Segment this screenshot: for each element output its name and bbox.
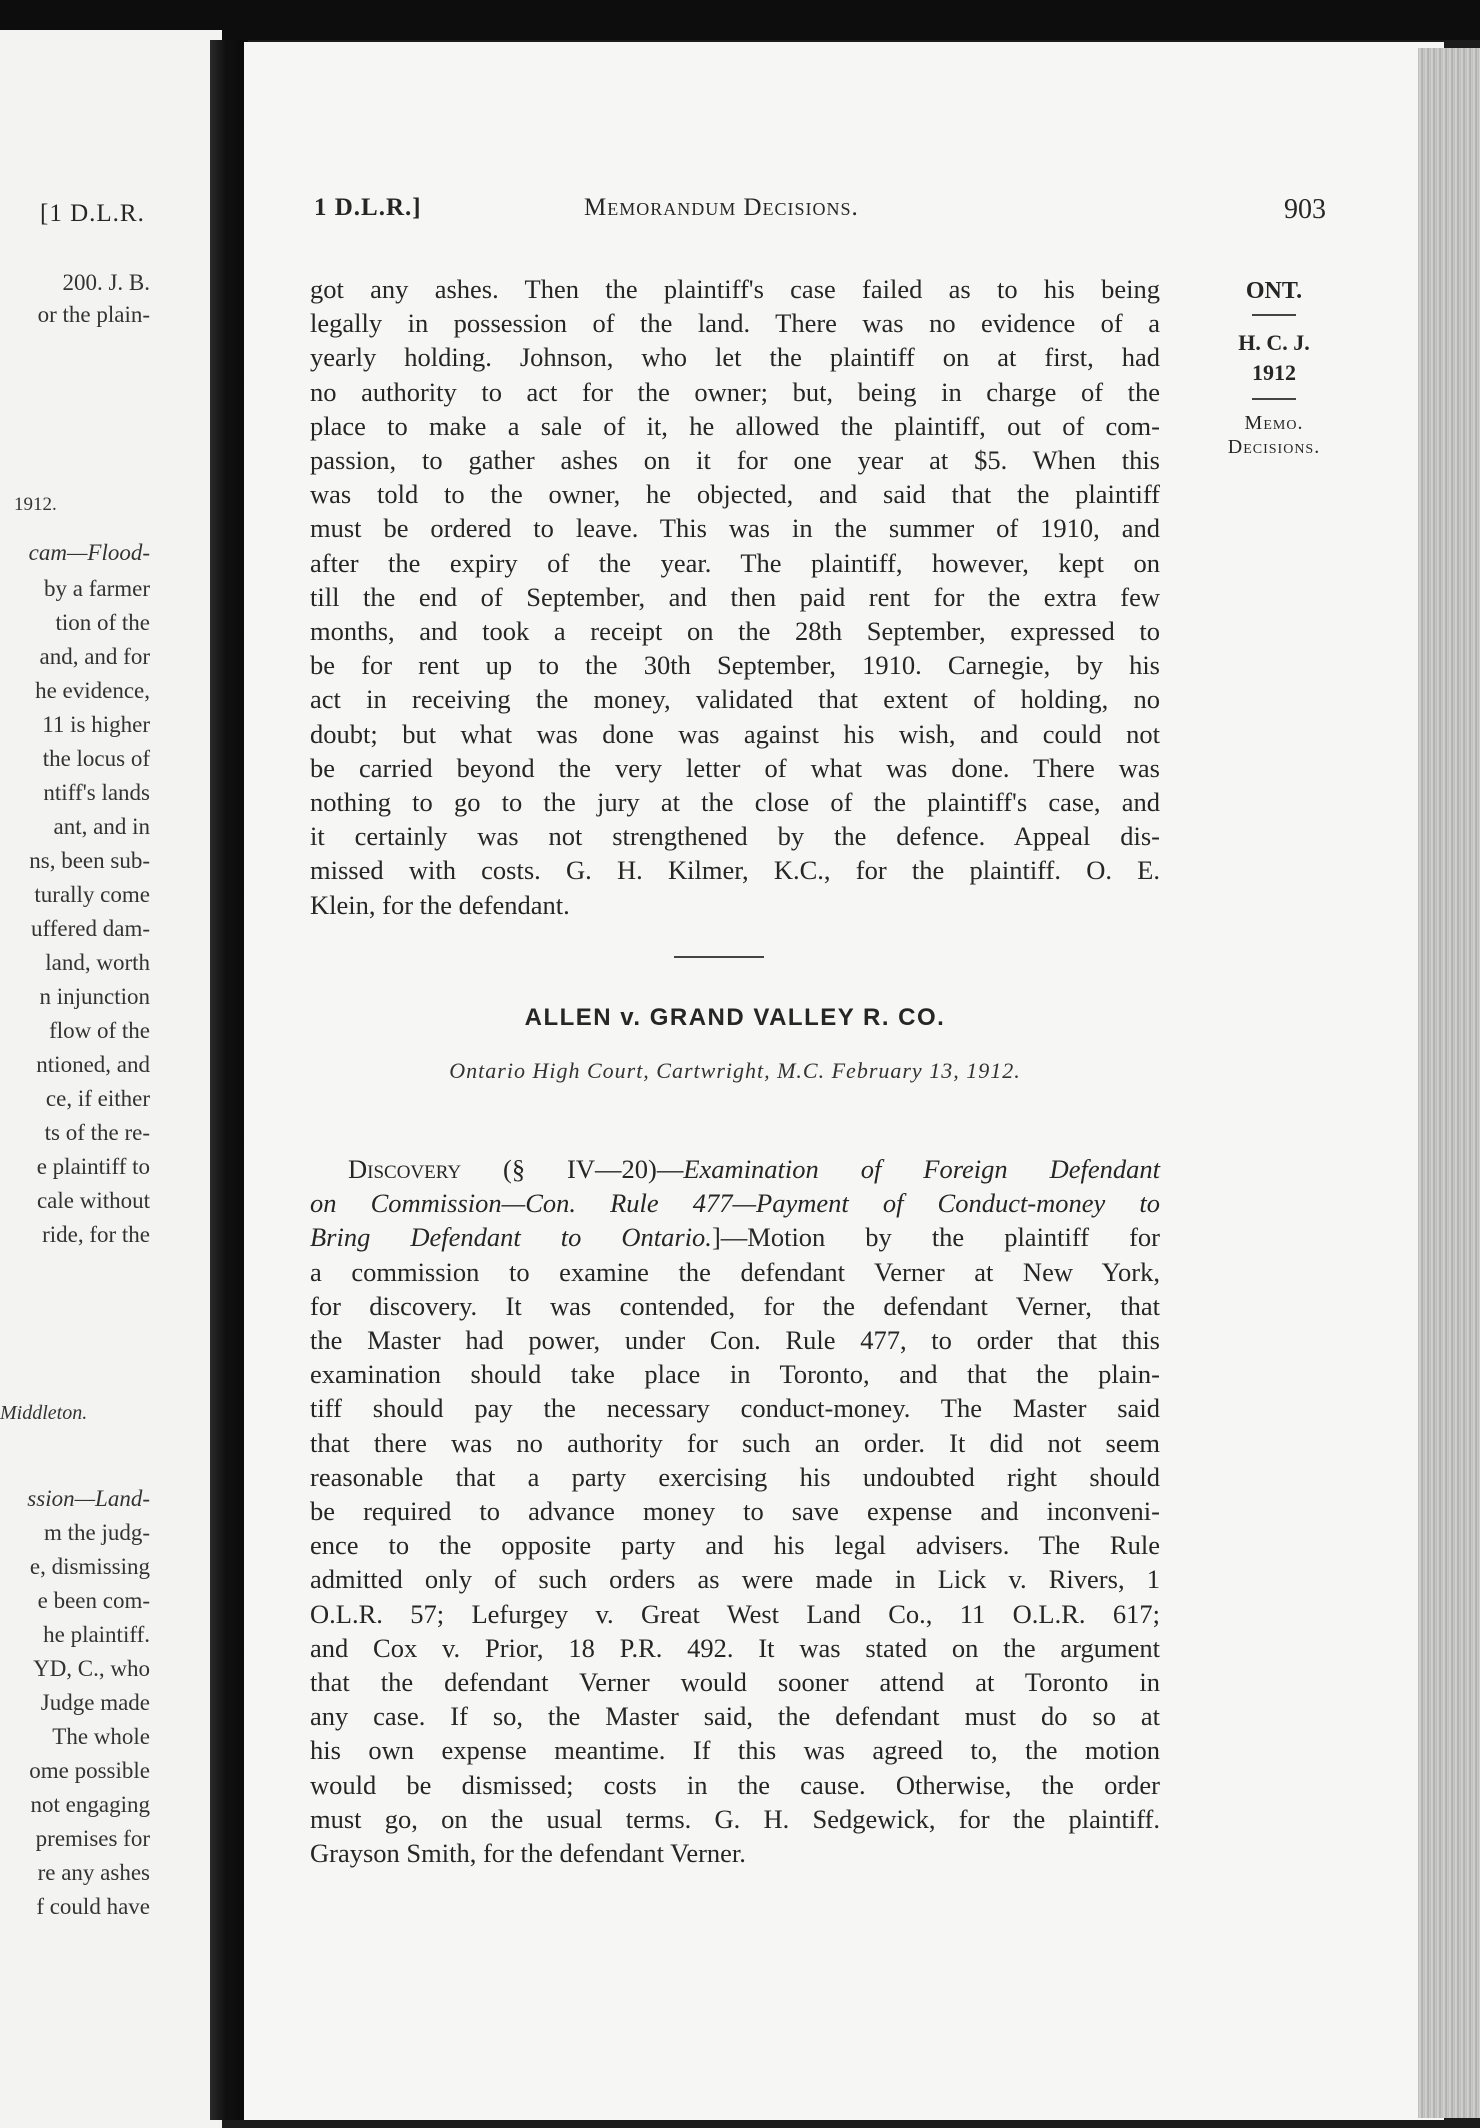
margin-divider: [1252, 398, 1296, 400]
text-line: be required to advance money to save expense and inconveni-: [310, 1496, 1160, 1527]
text-line: and Cox v. Prior, 18 P.R. 492. It was stated on the argument: [310, 1632, 1160, 1663]
second-case-text: [310, 1152, 1160, 1870]
section-divider: [674, 956, 764, 958]
left-fragment: or the plain-: [37, 302, 150, 327]
margin-memo: Memo.: [1244, 412, 1304, 434]
volume-reference: 1 D.L.R.]: [314, 194, 422, 221]
text-line: the Master had power, under Con. Rule 477, to order that this: [310, 1325, 1160, 1356]
case-title: ALLEN v. GRAND VALLEY R. CO.: [524, 1004, 946, 1031]
book-spine: [210, 40, 248, 2120]
text-line: admitted only of such orders as were made in Lick v. Rivers, 1: [310, 1564, 1160, 1595]
page-edges: [1418, 48, 1480, 2118]
headnote-line: on Commission—Con. Rule 477—Payment of Conduct-money to: [310, 1188, 1160, 1219]
headnote-keyword: Discovery: [348, 1154, 462, 1184]
headnote-line: [310, 1152, 1160, 1186]
text-line: till the end of September, and then paid rent for the extra few: [310, 581, 1160, 612]
left-fragment: flow of the: [49, 1018, 150, 1043]
left-fragment: cam—Flood-: [28, 540, 150, 565]
left-fragment: e, dismissing: [29, 1554, 150, 1579]
text-line: legally in possession of the land. There was no evidence of a: [310, 308, 1160, 339]
left-fragment: n injunction: [39, 984, 150, 1009]
headnote-rest: ]—Motion by the plaintiff for: [711, 1222, 1160, 1253]
text-line: for discovery. It was contended, for the defendant Verner, that: [310, 1290, 1160, 1321]
left-fragment: premises for: [35, 1826, 150, 1851]
headnote-line: [310, 1220, 1160, 1254]
text-line: no authority to act for the owner; but, being in charge of the: [310, 376, 1160, 407]
text-line: got any ashes. Then the plaintiff's case failed as to his being: [310, 274, 1160, 304]
text-line: Klein, for the defendant.: [310, 889, 570, 920]
first-case-text: [310, 272, 1160, 922]
margin-year: 1912: [1252, 360, 1296, 385]
text-line: reasonable that a party exercising his undoubted right should: [310, 1461, 1160, 1492]
left-fragment: by a farmer: [44, 576, 150, 601]
court-and-date: Ontario High Court, Cartwright, M.C. February 13, 1912.: [449, 1058, 1021, 1083]
margin-court: H. C. J.: [1238, 330, 1310, 355]
text-line: be for rent up to the 30th September, 1910. Carnegie, by his: [310, 650, 1160, 681]
text-line: a commission to examine the defendant Verner at New York,: [310, 1256, 1160, 1287]
running-title: Memorandum Decisions.: [584, 194, 859, 221]
text-line: any case. If so, the Master said, the defendant must do so at: [310, 1701, 1160, 1732]
left-fragment: not engaging: [30, 1792, 150, 1817]
text-line: act in receiving the money, validated that extent of holding, no: [310, 684, 1160, 715]
text-line: O.L.R. 57; Lefurgey v. Great West Land Co., 11 O.L.R. 617;: [310, 1598, 1160, 1629]
left-fragment: ssion—Land-: [27, 1486, 150, 1511]
margin-divider: [1252, 314, 1296, 316]
left-fragment: the locus of: [42, 746, 150, 771]
left-fragment: uffered dam-: [31, 916, 150, 941]
text-line: be carried beyond the very letter of what was done. There was: [310, 752, 1160, 783]
text-line: it certainly was not strengthened by the defence. Appeal dis-: [310, 821, 1160, 852]
right-page: [244, 42, 1444, 2120]
left-fragment: cale without: [36, 1188, 150, 1213]
left-fragment: ride, for the: [42, 1222, 150, 1247]
page-number: 903: [1284, 194, 1326, 225]
text-line: tiff should pay the necessary conduct-money. The Master said: [310, 1393, 1160, 1424]
text-line: months, and took a receipt on the 28th September, expressed to: [310, 616, 1160, 647]
left-fragment: ant, and in: [53, 814, 150, 839]
text-line: was told to the owner, he objected, and said that the plaintiff: [310, 479, 1160, 510]
text-line: his own expense meantime. If this was agreed to, the motion: [310, 1735, 1160, 1766]
left-fragment: YD, C., who: [33, 1656, 150, 1681]
left-fragment: 200. J. B.: [62, 270, 150, 295]
text-line: yearly holding. Johnson, who let the plaintiff on at first, had: [310, 342, 1160, 373]
left-fragment: Judge made: [40, 1690, 150, 1715]
left-fragment: ntiff's lands: [43, 780, 150, 805]
text-line: that there was no authority for such an order. It did not seem: [310, 1427, 1160, 1458]
left-fragment: turally come: [34, 882, 150, 907]
left-fragment: land, worth: [45, 950, 150, 975]
left-fragment: he plaintiff.: [43, 1622, 150, 1647]
margin-province: ONT.: [1245, 278, 1303, 304]
text-line: that the defendant Verner would sooner attend at Toronto in: [310, 1667, 1160, 1698]
margin-decisions: Decisions.: [1227, 436, 1321, 458]
text-line: examination should take place in Toronto, and that the plain-: [310, 1359, 1160, 1390]
text-line: after the expiry of the year. The plaintiff, however, kept on: [310, 547, 1160, 578]
text-line: Grayson Smith, for the defendant Verner.: [310, 1838, 746, 1869]
left-fragment: he evidence,: [35, 678, 150, 703]
left-fragment: and, and for: [39, 644, 150, 669]
left-fragment: m the judg-: [43, 1520, 150, 1545]
left-fragment: ts of the re-: [44, 1120, 150, 1145]
left-facing-page: [0, 30, 222, 2128]
left-fragment: The whole: [52, 1724, 150, 1749]
left-fragment: 11 is higher: [42, 712, 150, 737]
left-fragment: ome possible: [29, 1758, 150, 1783]
text-line: nothing to go to the jury at the close of the plaintiff's case, and: [310, 787, 1160, 818]
headnote-italic: Bring Defendant to Ontario.: [310, 1222, 712, 1253]
text-line: would be dismissed; costs in the cause. Otherwise, the order: [310, 1769, 1160, 1800]
left-fragment: re any ashes: [37, 1860, 150, 1885]
left-fragment: 1912.: [14, 494, 57, 515]
left-fragment: ns, been sub-: [29, 848, 150, 873]
left-fragment: ce, if either: [45, 1086, 150, 1111]
left-fragment: f could have: [36, 1894, 150, 1919]
text-line: place to make a sale of it, he allowed the plaintiff, out of com-: [310, 410, 1160, 441]
text-line: missed with costs. G. H. Kilmer, K.C., for the plaintiff. O. E.: [310, 855, 1160, 886]
text-line: doubt; but what was done was against his wish, and could not: [310, 718, 1160, 749]
left-fragment: e plaintiff to: [36, 1154, 150, 1179]
left-fragment: e been com-: [37, 1588, 150, 1613]
scan-top-strip: [0, 0, 1480, 40]
headnote-italic: Examination of Foreign Defendant: [683, 1154, 1160, 1184]
text-line: must go, on the usual terms. G. H. Sedgewick, for the plaintiff.: [310, 1803, 1160, 1834]
text-line: must be ordered to leave. This was in the summer of 1910, and: [310, 513, 1160, 544]
left-page-header: [1 D.L.R.: [40, 200, 145, 227]
text-line: passion, to gather ashes on it for one year at $5. When this: [310, 445, 1160, 476]
left-fragment: Middleton.: [0, 1402, 88, 1424]
headnote-section: (§ IV—20)—: [461, 1154, 684, 1184]
left-fragment: tion of the: [55, 610, 150, 635]
left-fragment: ntioned, and: [36, 1052, 150, 1077]
text-line: ence to the opposite party and his legal advisers. The Rule: [310, 1530, 1160, 1561]
